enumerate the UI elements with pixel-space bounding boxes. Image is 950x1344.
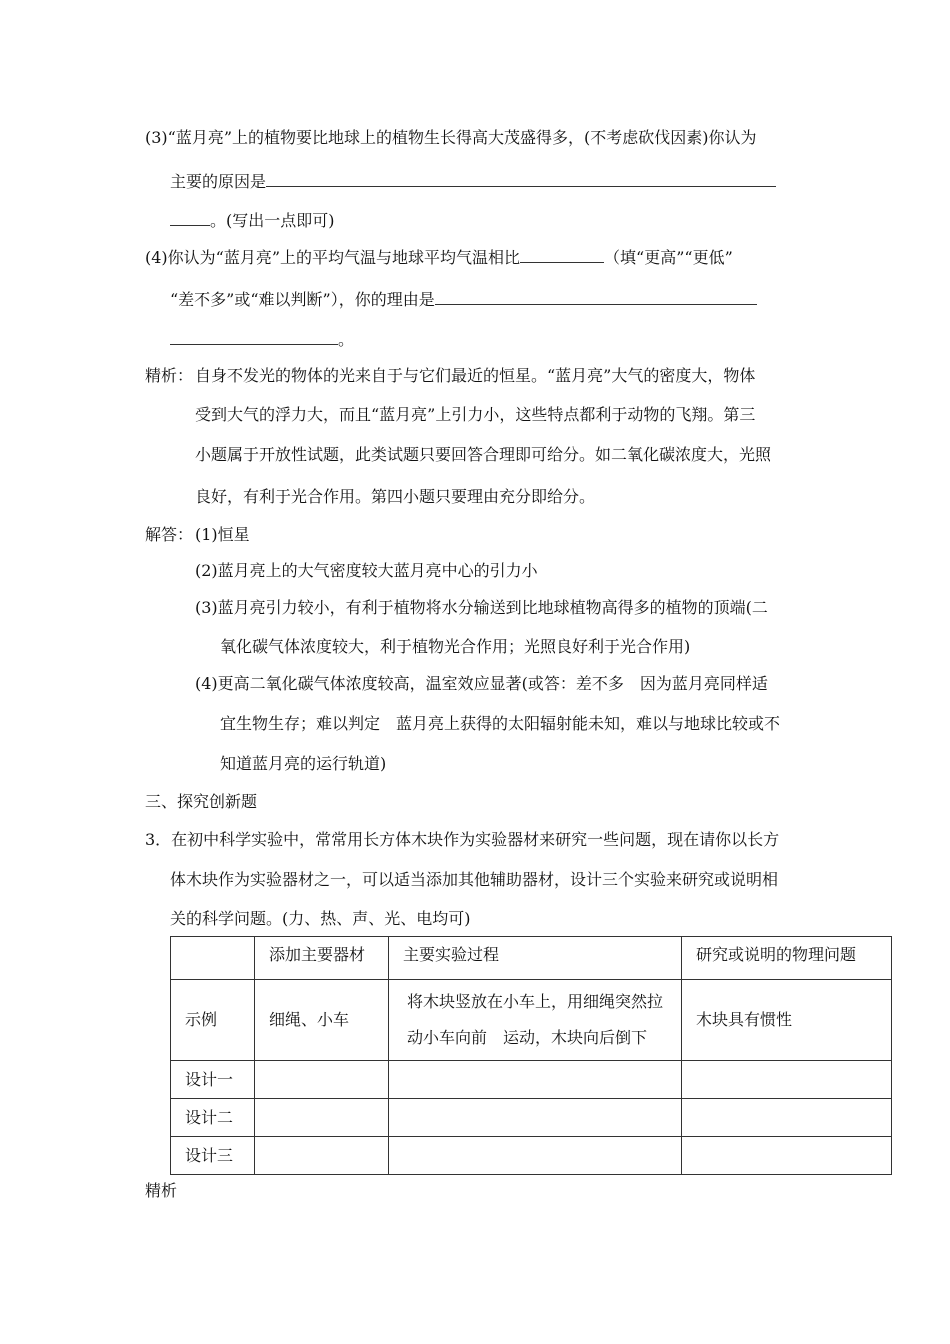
q4-line2-prefix: “差不多”或“难以判断”），你的理由是 xyxy=(170,290,435,309)
q4-line3-suffix: 。 xyxy=(338,330,355,349)
table-row xyxy=(171,1099,892,1137)
answer-1: (1)恒星 xyxy=(195,525,250,544)
example-problem: 木块具有惯性 xyxy=(682,980,892,1061)
table-header-row xyxy=(171,937,892,980)
design-materials-cell[interactable] xyxy=(255,1061,389,1099)
answer-4-line1: (4)更高二氧化碳气体浓度较高，温室效应显著(或答：差不多 因为蓝月亮同样适 xyxy=(195,674,768,693)
analysis-line: 受到大气的浮力大，而且“蓝月亮”上引力小，这些特点都利于动物的飞翔。第三 xyxy=(195,405,756,424)
q4-line1 xyxy=(145,246,733,269)
example-process-line: 将木块竖放在小车上，用细绳突然拉 xyxy=(407,992,664,1011)
design-problem-cell[interactable] xyxy=(682,1061,892,1099)
q4-line1-suffix: （填“更高”“更低” xyxy=(604,248,733,267)
section-title: 三、探究创新题 xyxy=(145,792,258,811)
experiment-table xyxy=(170,936,892,1175)
q3-line3-suffix: 。(写出一点即可) xyxy=(210,211,335,230)
q4-reason-blank[interactable] xyxy=(435,288,757,305)
q3-line2-prefix: 主要的原因是 xyxy=(170,172,267,191)
q4-comparison-blank[interactable] xyxy=(520,246,604,263)
design-problem-cell[interactable] xyxy=(682,1099,892,1137)
analysis-line: 自身不发光的物体的光来自于与它们最近的恒星。“蓝月亮”大气的密度大，物体 xyxy=(195,366,756,385)
answer-4-line2: 宜生物生存；难以判定 蓝月亮上获得的太阳辐射能未知，难以与地球比较或不 xyxy=(220,714,781,733)
answer-4-line3: 知道蓝月亮的运行轨道) xyxy=(220,754,387,773)
q5-line3: 关的科学问题。(力、热、声、光、电均可) xyxy=(170,909,471,928)
example-materials: 细绳、小车 xyxy=(255,980,389,1061)
q3-line3 xyxy=(170,209,335,232)
answer-2: (2)蓝月亮上的大气密度较大蓝月亮中心的引力小 xyxy=(195,561,538,580)
analysis-line: 良好，有利于光合作用。第四小题只要理由充分即给分。 xyxy=(195,487,596,506)
footer-analysis-label: 精析 xyxy=(145,1181,178,1200)
analysis-line: 小题属于开放性试题，此类试题只要回答合理即可给分。如二氧化碳浓度大，光照 xyxy=(195,445,772,464)
design-label: 设计一 xyxy=(171,1061,255,1099)
analysis-label: 精析： xyxy=(145,366,194,385)
q4-line2 xyxy=(170,288,757,311)
q3-line1: (3)“蓝月亮”上的植物要比地球上的植物生长得高大茂盛得多，(不考虑砍伐因素)你认为 xyxy=(145,128,757,147)
q4-line1-prefix: (4)你认为“蓝月亮”上的平均气温与地球平均气温相比 xyxy=(145,248,521,267)
answer-3-line2: 氧化碳气体浓度较大，利于植物光合作用；光照良好利于光合作用) xyxy=(220,637,691,656)
q4-reason-blank-cont[interactable] xyxy=(170,328,338,345)
table-row xyxy=(171,1137,892,1175)
answer-3-line1: (3)蓝月亮引力较小，有利于植物将水分输送到比地球植物高得多的植物的顶端(二 xyxy=(195,598,768,617)
example-process-line: 动小车向前 运动，木块向后倒下 xyxy=(407,1028,648,1047)
table-header-cell xyxy=(171,937,255,980)
design-process-cell[interactable] xyxy=(389,1137,682,1175)
design-process-cell[interactable] xyxy=(389,1099,682,1137)
design-process-cell[interactable] xyxy=(389,1061,682,1099)
table-header-cell: 添加主要器材 xyxy=(255,937,389,980)
example-label: 示例 xyxy=(171,980,255,1061)
q3-line2 xyxy=(170,170,776,193)
table-row xyxy=(171,1061,892,1099)
design-problem-cell[interactable] xyxy=(682,1137,892,1175)
design-materials-cell[interactable] xyxy=(255,1099,389,1137)
design-label: 设计三 xyxy=(171,1137,255,1175)
q5-line1: 3．在初中科学实验中，常常用长方体木块作为实验器材来研究一些问题，现在请你以长方 xyxy=(145,830,780,849)
table-row-example xyxy=(171,980,892,1061)
example-process xyxy=(389,980,682,1061)
table-header-cell: 主要实验过程 xyxy=(389,937,682,980)
q3-answer-blank-cont[interactable] xyxy=(170,209,210,226)
answer-label: 解答： xyxy=(145,525,194,544)
table-header-cell: 研究或说明的物理问题 xyxy=(682,937,892,980)
q4-line3 xyxy=(170,328,354,351)
design-materials-cell[interactable] xyxy=(255,1137,389,1175)
q5-line2: 体木块作为实验器材之一，可以适当添加其他辅助器材，设计三个实验来研究或说明相 xyxy=(170,870,779,889)
q3-answer-blank[interactable] xyxy=(266,170,776,187)
design-label: 设计二 xyxy=(171,1099,255,1137)
